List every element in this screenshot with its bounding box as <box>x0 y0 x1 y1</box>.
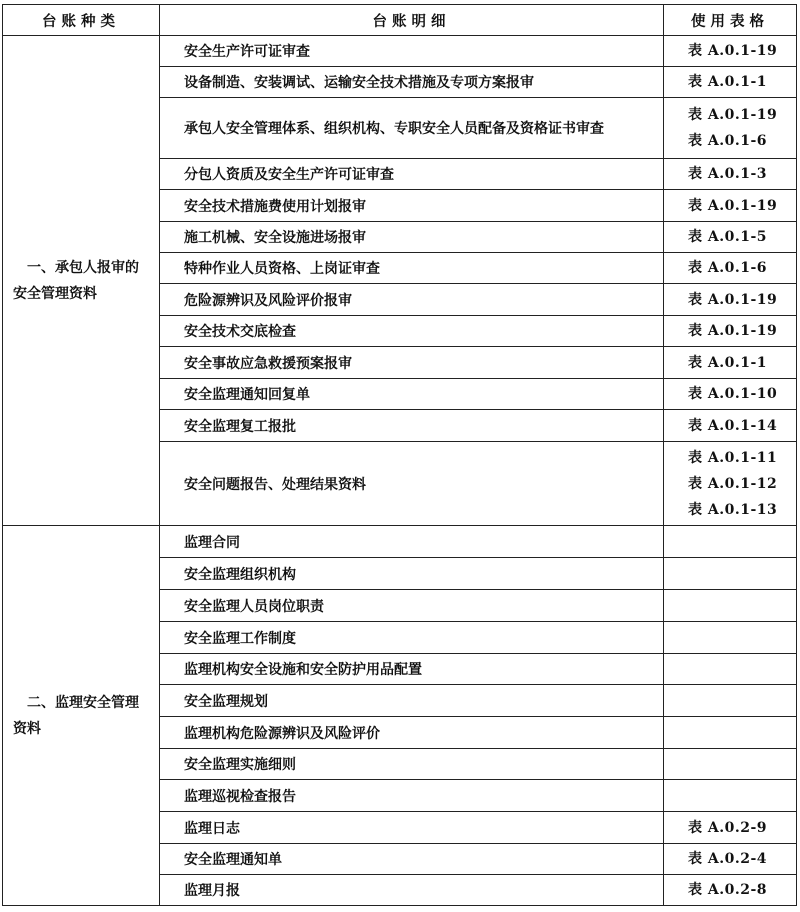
detail-cell: 安全监理人员岗位职责 <box>160 590 664 622</box>
detail-cell: 监理日志 <box>160 812 664 844</box>
detail-cell: 安全监理通知回复单 <box>160 379 664 410</box>
form-code: 表 A.0.1-19 <box>688 197 778 214</box>
header-category: 台账种类 <box>3 5 160 36</box>
form-code: 表 A.0.1-3 <box>688 166 768 182</box>
form-cell <box>664 622 797 654</box>
detail-cell: 安全监理复工报批 <box>160 410 664 442</box>
detail-cell: 监理机构危险源辨识及风险评价 <box>160 717 664 749</box>
form-cell <box>664 222 797 253</box>
form-code: 表 A.0.1-13 <box>688 501 778 518</box>
form-cell <box>664 36 797 67</box>
form-cell <box>664 190 797 222</box>
detail-cell: 分包人资质及安全生产许可证审查 <box>160 159 664 190</box>
category-cell <box>3 526 160 906</box>
form-code: 表 A.0.1-19 <box>688 43 778 59</box>
form-code: 表 A.0.2-8 <box>688 882 768 898</box>
detail-cell: 监理合同 <box>160 526 664 558</box>
category-label-line: 安全管理资料 <box>13 285 97 302</box>
detail-cell: 施工机械、安全设施进场报审 <box>160 222 664 253</box>
table-row <box>3 526 797 558</box>
form-cell <box>664 253 797 284</box>
form-code: 表 A.0.1-19 <box>688 291 778 308</box>
detail-cell: 特种作业人员资格、上岗证审查 <box>160 253 664 284</box>
table-row <box>3 36 797 67</box>
header-row <box>3 5 797 36</box>
form-code: 表 A.0.1-14 <box>688 417 778 434</box>
detail-cell: 承包人安全管理体系、组织机构、专职安全人员配备及资格证书审查 <box>160 98 664 159</box>
detail-cell: 安全生产许可证审查 <box>160 36 664 67</box>
form-cell <box>664 159 797 190</box>
form-cell <box>664 875 797 906</box>
form-cell <box>664 558 797 590</box>
detail-cell: 危险源辨识及风险评价报审 <box>160 284 664 316</box>
form-code: 表 A.0.1-10 <box>688 386 778 402</box>
form-code: 表 A.0.2-9 <box>688 819 768 836</box>
form-cell <box>664 780 797 812</box>
category-label-line: 资料 <box>13 720 41 737</box>
form-code: 表 A.0.1-11 <box>688 449 778 466</box>
form-cell <box>664 654 797 685</box>
detail-cell: 安全监理规划 <box>160 685 664 717</box>
detail-cell: 设备制造、安装调试、运输安全技术措施及专项方案报审 <box>160 67 664 98</box>
category-label-line: 二、监理安全管理 <box>27 694 139 711</box>
detail-cell: 监理巡视检查报告 <box>160 780 664 812</box>
form-code: 表 A.0.1-6 <box>688 133 768 149</box>
ledger-body <box>3 36 797 906</box>
detail-cell: 安全技术措施费使用计划报审 <box>160 190 664 222</box>
header-detail: 台账明细 <box>160 5 664 36</box>
form-cell <box>664 67 797 98</box>
category-label-line: 一、承包人报审的 <box>27 259 139 276</box>
form-cell <box>664 685 797 717</box>
form-code: 表 A.0.2-4 <box>688 851 768 867</box>
form-code: 表 A.0.1-1 <box>688 74 768 90</box>
detail-cell: 安全问题报告、处理结果资料 <box>160 442 664 526</box>
form-code: 表 A.0.1-5 <box>688 229 768 245</box>
form-code: 表 A.0.1-6 <box>688 260 768 276</box>
form-cell <box>664 844 797 875</box>
detail-cell: 安全监理组织机构 <box>160 558 664 590</box>
detail-cell: 安全监理通知单 <box>160 844 664 875</box>
detail-cell: 安全技术交底检查 <box>160 316 664 347</box>
form-cell <box>664 442 797 526</box>
detail-cell: 安全事故应急救援预案报审 <box>160 347 664 379</box>
form-cell <box>664 284 797 316</box>
form-code: 表 A.0.1-12 <box>688 475 778 492</box>
form-cell <box>664 98 797 159</box>
detail-cell: 安全监理实施细则 <box>160 749 664 780</box>
form-cell <box>664 749 797 780</box>
form-cell <box>664 316 797 347</box>
header-form: 使用表格 <box>664 5 797 36</box>
ledger-table <box>2 4 797 906</box>
detail-cell: 监理月报 <box>160 875 664 906</box>
form-cell <box>664 347 797 379</box>
form-cell <box>664 590 797 622</box>
form-cell <box>664 379 797 410</box>
form-cell <box>664 526 797 558</box>
form-code: 表 A.0.1-1 <box>688 354 768 371</box>
form-code: 表 A.0.1-19 <box>688 107 778 123</box>
category-cell <box>3 36 160 526</box>
form-cell <box>664 717 797 749</box>
detail-cell: 安全监理工作制度 <box>160 622 664 654</box>
form-cell <box>664 812 797 844</box>
form-cell <box>664 410 797 442</box>
form-code: 表 A.0.1-19 <box>688 323 778 339</box>
detail-cell: 监理机构安全设施和安全防护用品配置 <box>160 654 664 685</box>
